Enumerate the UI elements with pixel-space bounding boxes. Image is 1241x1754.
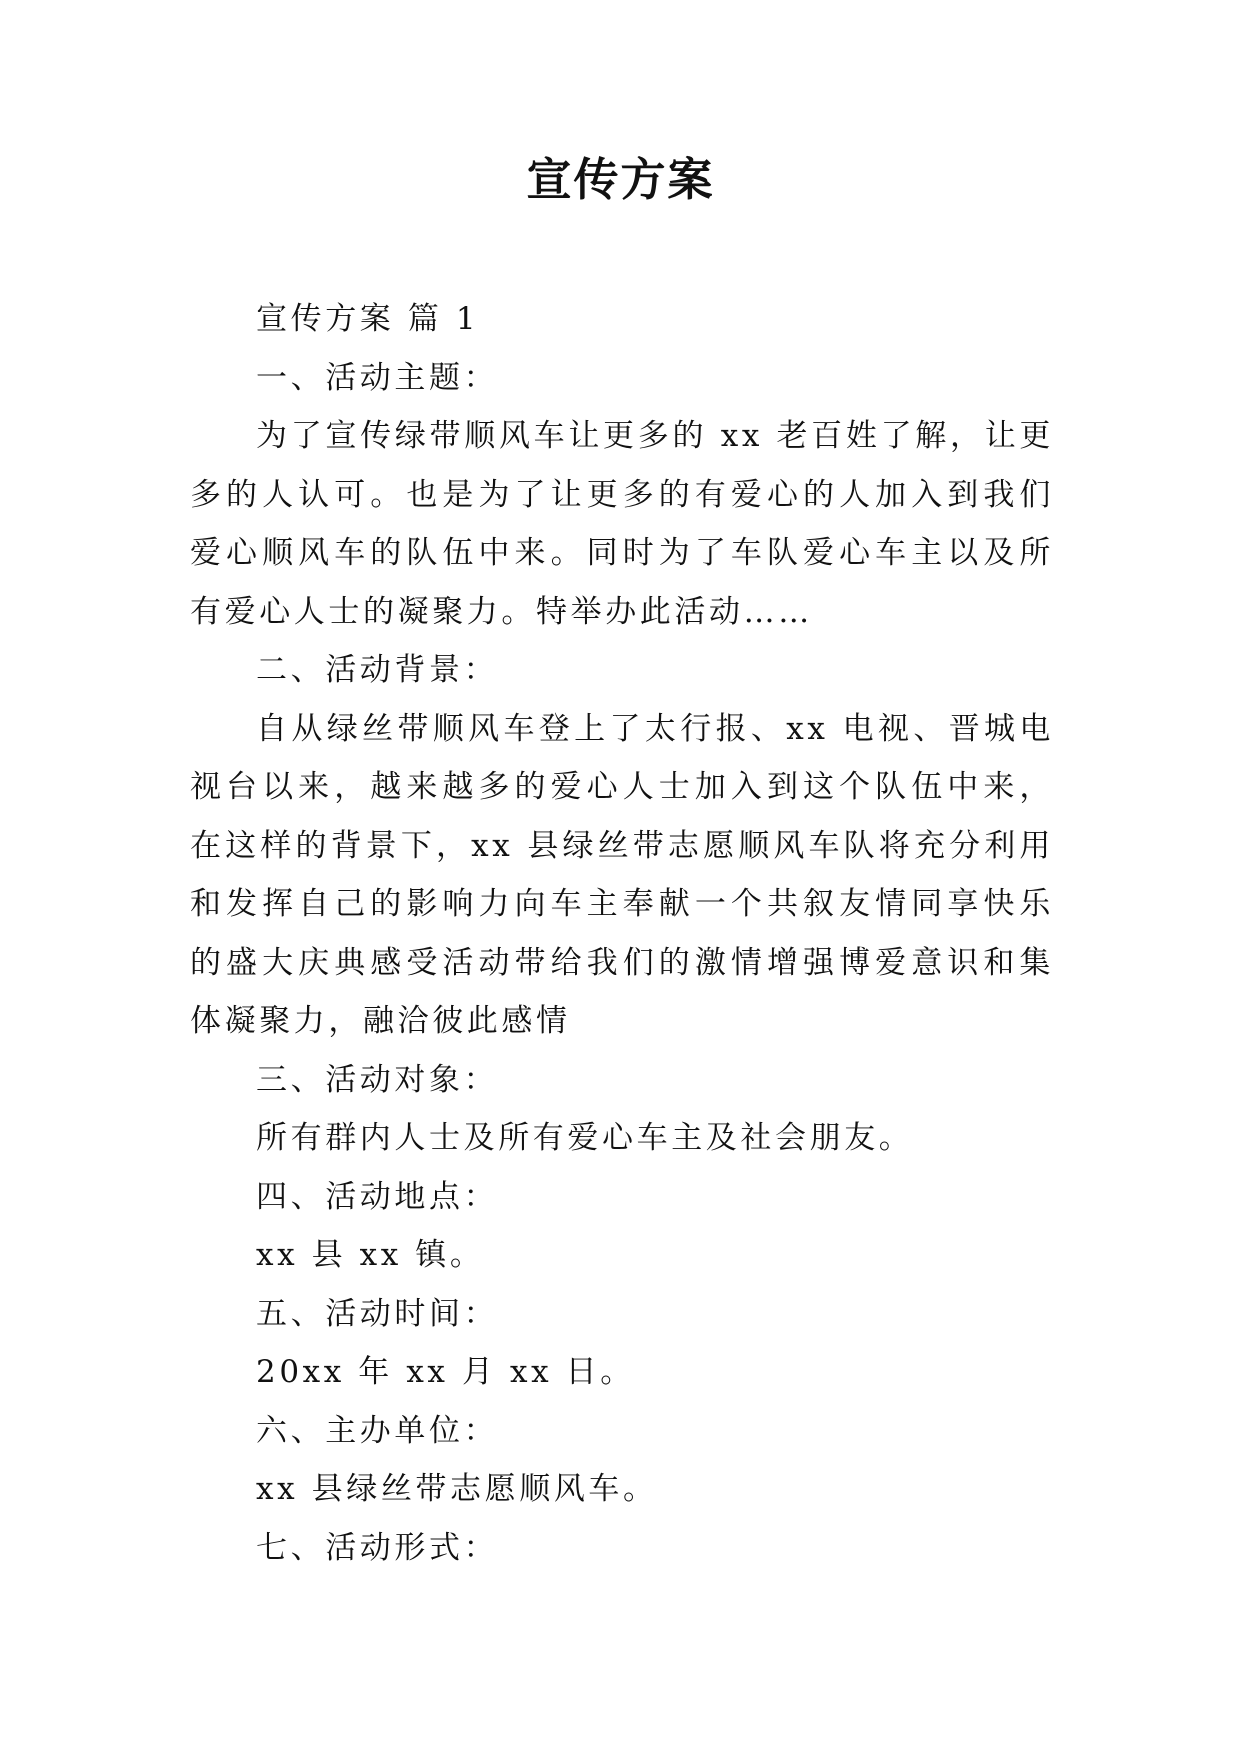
paragraph-activity-target: 所有群内人士及所有爱心车主及社会朋友。	[256, 1120, 914, 1156]
document-body	[190, 290, 1054, 1577]
heading-activity-format: 七、活动形式：	[256, 1529, 499, 1566]
heading-activity-background: 二、活动背景：	[256, 652, 499, 688]
paragraph-organizer: xx 县绿丝带志愿顺风车。	[256, 1471, 658, 1507]
paragraph-activity-location: xx 县 xx 镇。	[256, 1237, 485, 1273]
heading-activity-theme: 一、活动主题：	[256, 359, 499, 396]
heading-activity-target: 三、活动对象：	[256, 1061, 499, 1098]
heading-organizer: 六、主办单位：	[256, 1412, 499, 1449]
heading-activity-time: 五、活动时间：	[256, 1295, 499, 1332]
paragraph-activity-background: 自从绿丝带顺风车登上了太行报、xx 电视、晋城电视台以来，越来越多的爱心人士加入到这个队伍中来， 在这样的背景下，xx 县绿丝带志愿顺风车队将充分利用和发挥自己的影响力向车主奉献一个共叙友情同享快乐的盛大庆典感受活动带给我们的激情增强博爱意识和集体凝聚力，融洽彼此感情	[190, 710, 1054, 1039]
paragraph-activity-theme: 为了宣传绿带顺风车让更多的 xx 老百姓了解，让更多的人认可。也是为了让更多的有爱心的人加入到我们爱心顺风车的队伍中来。同时为了车队爱心车主以及所有爱心人士的凝聚力。特举办此活动……	[190, 418, 1054, 630]
section-heading: 宣传方案 篇 1	[256, 301, 480, 337]
heading-activity-location: 四、活动地点：	[256, 1178, 499, 1215]
paragraph-activity-time: 20xx 年 xx 月 xx 日。	[256, 1354, 635, 1390]
document-title: 宣传方案	[526, 153, 715, 206]
